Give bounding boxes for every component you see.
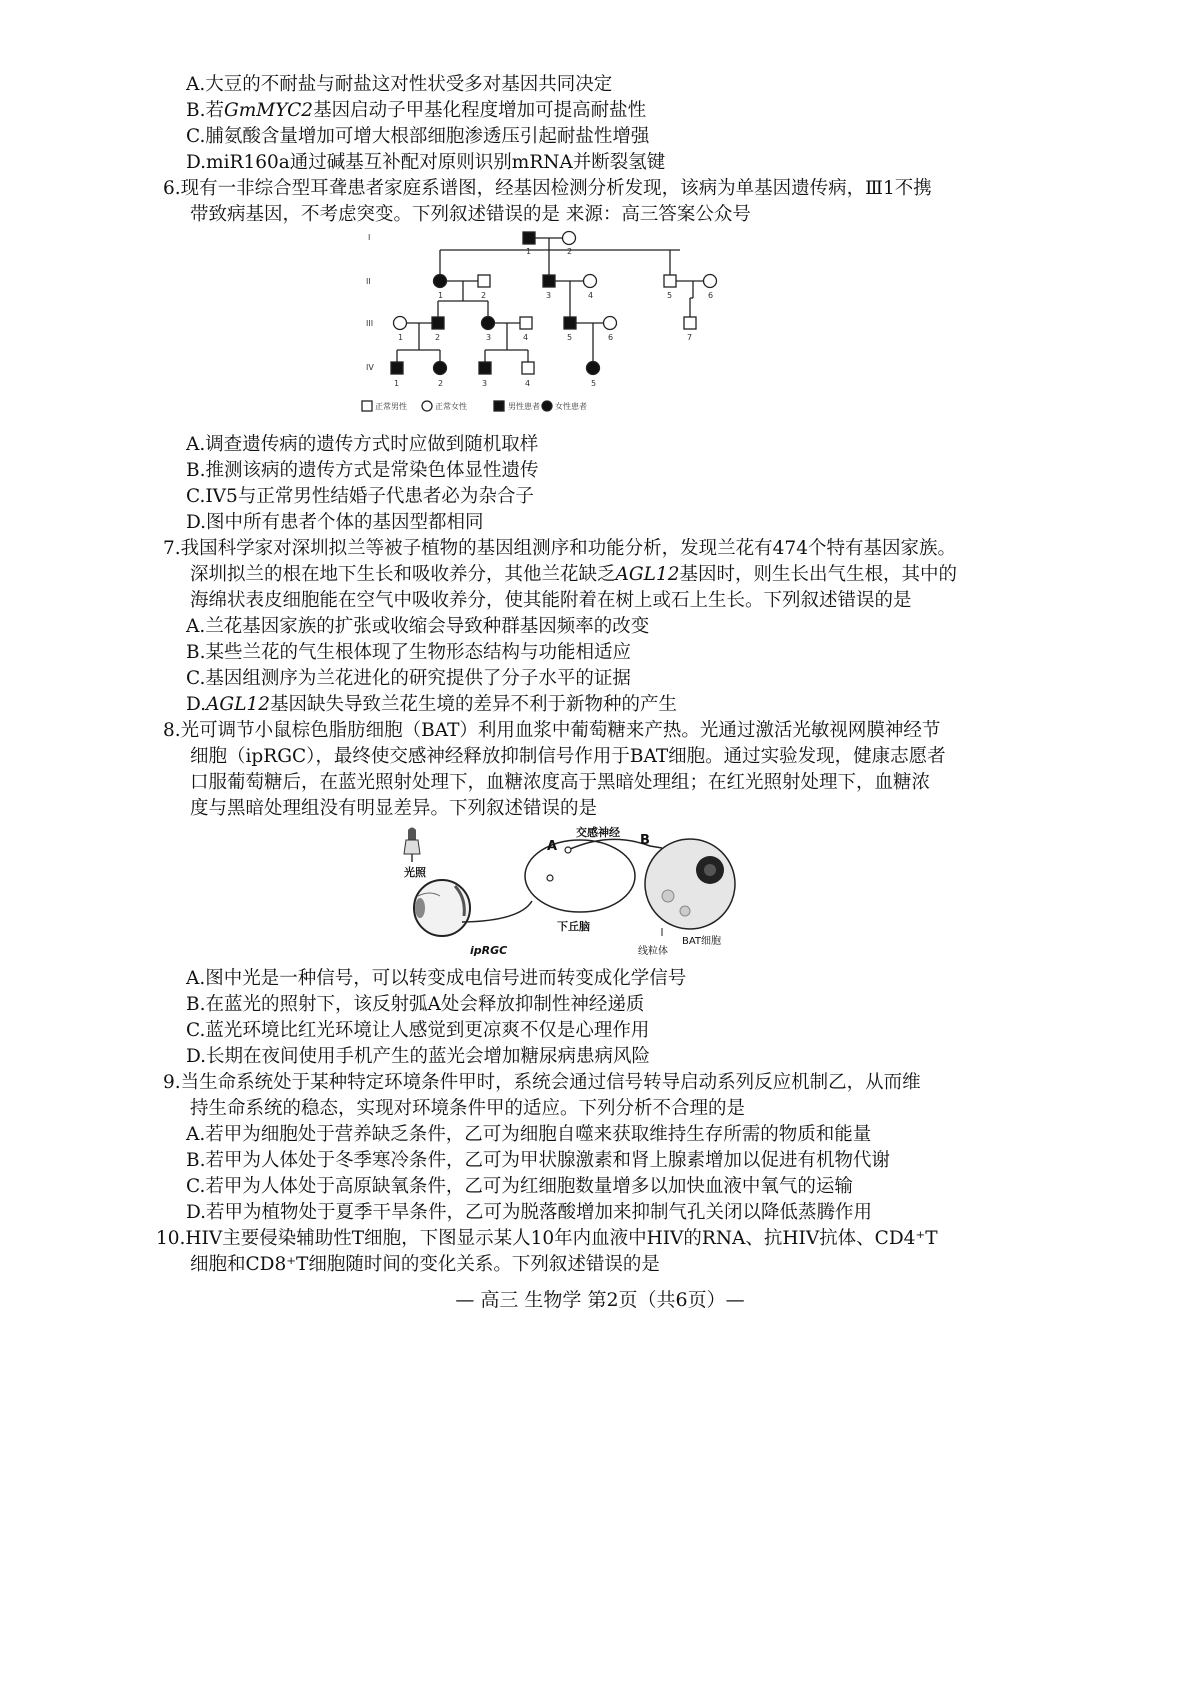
label-b: B <box>640 833 650 848</box>
q8-option-d: D.长期在夜间使用手机产生的蓝光会增加糖尿病患病风险 <box>186 1046 651 1067</box>
legend-normal-female: 正常女性 <box>435 402 467 411</box>
legend-affected-female: 女性患者 <box>555 402 587 411</box>
bat-cell <box>645 839 735 936</box>
q6-stem-line1: 6.现有一非综合型耳聋患者家庭系谱图，经基因检测分析发现，该病为单基因遗传病，Ⅲ1不携 <box>163 178 932 199</box>
gen1-num: 2 <box>567 247 573 256</box>
q9-option-b: B.若甲为人体处于冬季寒冷条件，乙可为甲状腺激素和肾上腺素增加以促进有机物代谢 <box>186 1150 890 1171</box>
gen3-num: 3 <box>486 333 492 342</box>
page-footer: — 高三 生物学 第2页（共6页）— <box>455 1289 745 1311</box>
q8-option-a: A.图中光是一种信号，可以转变成电信号进而转变成化学信号 <box>186 968 687 989</box>
q5-option-a: A.大豆的不耐盐与耐盐这对性状受多对基因共同决定 <box>186 74 613 95</box>
gen2-num: 5 <box>667 291 673 300</box>
q6-option-c: C.IV5与正常男性结婚子代患者必为杂合子 <box>186 486 534 507</box>
q7-option-a: A.兰花基因家族的扩张或收缩会导致种群基因频率的改变 <box>186 616 650 637</box>
q7-stem-line3: 海绵状表皮细胞能在空气中吸收养分，使其能附着在树上或石上生长。下列叙述错误的是 <box>190 590 912 611</box>
hypothalamus-label: 下丘脑 <box>557 920 590 933</box>
gen2-num: 1 <box>438 291 444 300</box>
gen2-num: 3 <box>546 291 552 300</box>
q6-option-b: B.推测该病的遗传方式是常染色体显性遗传 <box>186 460 539 481</box>
bat-pathway-figure <box>400 826 800 966</box>
q8-option-b: B.在蓝光的照射下，该反射弧A处会释放抑制性神经递质 <box>186 994 645 1015</box>
gen3-num: 2 <box>435 333 441 342</box>
gen-label-iv: IV <box>366 363 374 372</box>
gen2-num: 2 <box>481 291 487 300</box>
light-label: 光照 <box>404 866 426 879</box>
bat-cell-label: BAT细胞 <box>682 936 722 947</box>
q5-option-c: C.脯氨酸含量增加可增大根部细胞渗透压引起耐盐性增强 <box>186 126 650 147</box>
gen3-num: 4 <box>523 333 529 342</box>
q6-stem-line2: 带致病基因，不考虑突变。下列叙述错误的是 来源：高三答案公众号 <box>190 204 751 225</box>
sympathetic-nerve-label: 交感神经 <box>576 826 620 839</box>
q7-stem-line1: 7.我国科学家对深圳拟兰等被子植物的基因组测序和功能分析，发现兰花有474个特有基因家族。 <box>163 538 956 559</box>
gen3-num: 1 <box>398 333 404 342</box>
q5-option-b: B.若GmMYC2基因启动子甲基化程度增加可提高耐盐性 <box>186 100 647 121</box>
q8-stem-line4: 度与黑暗处理组没有明显差异。下列叙述错误的是 <box>190 798 598 819</box>
q8-option-c: C.蓝光环境比红光环境让人感觉到更凉爽不仅是心理作用 <box>186 1020 650 1041</box>
gen4-num: 4 <box>525 379 531 388</box>
gen4-num: 5 <box>591 379 597 388</box>
q9-stem-line2: 持生命系统的稳态，实现对环境条件甲的适应。下列分析不合理的是 <box>190 1098 746 1119</box>
pedigree-chart <box>360 228 860 428</box>
q9-option-c: C.若甲为人体处于高原缺氧条件，乙可为红细胞数量增多以加快血液中氧气的运输 <box>186 1176 853 1197</box>
q5-option-d: D.miR160a通过碱基互补配对原则识别mRNA并断裂氢键 <box>186 152 666 173</box>
gen-label-i: I <box>368 233 371 242</box>
q9-stem-line1: 9.当生命系统处于某种特定环境条件甲时，系统会通过信号转导启动系列反应机制乙，从而维 <box>163 1072 921 1093</box>
gen2-num: 4 <box>588 291 594 300</box>
q7-stem-line2: 深圳拟兰的根在地下生长和吸收养分，其他兰花缺乏AGL12基因时，则生长出气生根，其中的 <box>190 564 957 585</box>
legend-normal-male: 正常男性 <box>375 402 407 411</box>
q7-option-c: C.基因组测序为兰花进化的研究提供了分子水平的证据 <box>186 668 631 689</box>
q8-stem-line1: 8.光可调节小鼠棕色脂肪细胞（BAT）利用血浆中葡萄糖来产热。光通过激活光敏视网膜神经节 <box>163 720 941 741</box>
q8-stem-line3: 口服葡萄糖后，在蓝光照射处理下，血糖浓度高于黑暗处理组；在红光照射处理下，血糖浓 <box>190 772 931 793</box>
q7-option-d: D.AGL12基因缺失导致兰花生境的差异不利于新物种的产生 <box>186 694 678 715</box>
lamp-icon <box>404 828 420 863</box>
eye-icon <box>414 880 470 936</box>
q6-source: 来源：高三答案公众号 <box>565 204 751 225</box>
q6-option-a: A.调查遗传病的遗传方式时应做到随机取样 <box>186 434 539 455</box>
gen-label-iii: III <box>366 319 374 328</box>
label-a: A <box>547 839 558 854</box>
q10-stem-line2: 细胞和CD8⁺T细胞随时间的变化关系。下列叙述错误的是 <box>190 1254 660 1275</box>
gen1-num: 1 <box>526 247 532 256</box>
gen4-num: 2 <box>438 379 444 388</box>
q7-option-b: B.某些兰花的气生根体现了生物形态结构与功能相适应 <box>186 642 631 663</box>
q8-stem-line2: 细胞（ipRGC），最终使交感神经释放抑制信号作用于BAT细胞。通过实验发现，健康志愿者 <box>190 746 946 767</box>
gen4-num: 1 <box>394 379 400 388</box>
iprgc-label: ipRGC <box>470 944 508 957</box>
q9-option-d: D.若甲为植物处于夏季干旱条件，乙可为脱落酸增加来抑制气孔关闭以降低蒸腾作用 <box>186 1202 873 1223</box>
gen3-num: 7 <box>687 333 693 342</box>
legend-affected-male: 男性患者 <box>508 402 540 411</box>
q9-option-a: A.若甲为细胞处于营养缺乏条件，乙可为细胞自噬来获取维持生存所需的物质和能量 <box>186 1124 872 1145</box>
mitochondria-label: 线粒体 <box>638 946 668 957</box>
q6-option-d: D.图中所有患者个体的基因型都相同 <box>186 512 484 533</box>
gen2-num: 6 <box>708 291 714 300</box>
gen3-num: 6 <box>608 333 614 342</box>
q10-stem-line1: 10.HIV主要侵染辅助性T细胞，下图显示某人10年内血液中HIV的RNA、抗HIV抗体、CD4⁺T <box>156 1228 938 1249</box>
gen3-num: 5 <box>567 333 573 342</box>
gen4-num: 3 <box>482 379 488 388</box>
gen-label-ii: II <box>366 277 371 286</box>
